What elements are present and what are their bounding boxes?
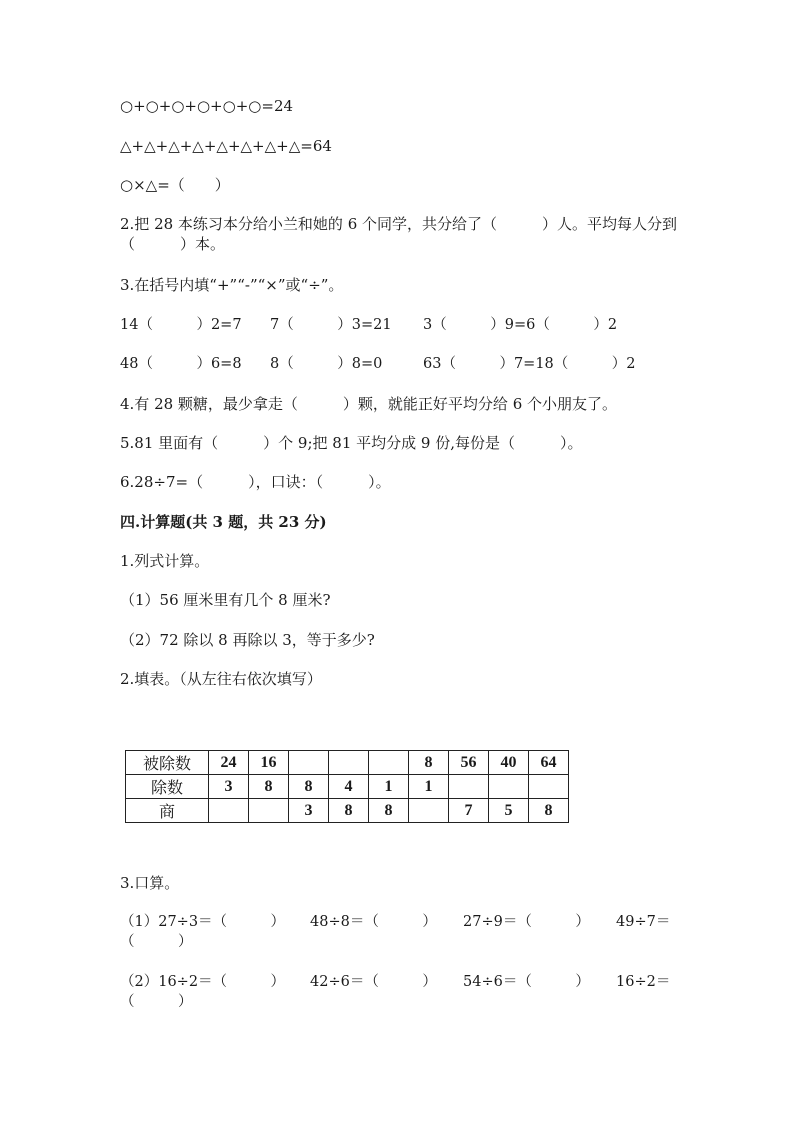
table-cell: 5 <box>489 799 529 823</box>
oral-item: 54÷6＝（ ） <box>463 974 590 990</box>
oral-item: 49÷7＝ <box>616 914 671 930</box>
table-cell <box>449 775 489 799</box>
table-cell <box>369 751 409 775</box>
question-6: 6.28÷7=（ ），口诀：（ ）。 <box>120 473 391 491</box>
calc-1-part-b: （2）72 除以 8 再除以 3，等于多少? <box>120 631 375 649</box>
calc-1-part-a: （1）56 厘米里有几个 8 厘米? <box>120 591 331 609</box>
oral-item: （2）16÷2＝（ ） <box>120 974 286 990</box>
table-cell: 24 <box>209 751 249 775</box>
oral-item: （ ） <box>120 934 193 950</box>
calc-1-title: 1.列式计算。 <box>120 552 210 570</box>
section-4-heading: 四.计算题(共 3 题，共 23 分) <box>120 513 327 531</box>
question-2: 2.把 28 本练习本分给小兰和她的 6 个同学，共分给了（ ）人。平均每人分到（ ）本。 <box>120 215 678 253</box>
question-3-title: 3.在括号内填“+”“-”“×”或“÷”。 <box>120 276 344 294</box>
table-cell: 40 <box>489 751 529 775</box>
table-row <box>126 775 569 799</box>
row-header: 被除数 <box>126 751 209 775</box>
table-row <box>126 751 569 775</box>
table-cell: 7 <box>449 799 489 823</box>
question-5: 5.81 里面有（ ）个 9;把 81 平均分成 9 份,每份是（ ）。 <box>120 434 583 452</box>
table-cell: 3 <box>289 799 329 823</box>
calc-3-title: 3.口算。 <box>120 874 180 892</box>
table-cell <box>489 775 529 799</box>
table-cell <box>329 751 369 775</box>
q3-row1-item: 7（ ）3=21 <box>270 317 392 333</box>
row-header: 商 <box>126 799 209 823</box>
table-cell <box>209 799 249 823</box>
table-cell <box>409 799 449 823</box>
oral-item: （1）27÷3＝（ ） <box>120 914 286 930</box>
division-table <box>125 750 569 823</box>
q3-row1-item: 14（ ）2=7 <box>120 317 242 333</box>
oral-item: 27÷9＝（ ） <box>463 914 590 930</box>
q3-row1-item: 3（ ）9=6（ ）2 <box>423 317 618 333</box>
oral-item: 42÷6＝（ ） <box>310 974 437 990</box>
table-cell: 8 <box>529 799 569 823</box>
row-header: 除数 <box>126 775 209 799</box>
oral-item: 48÷8＝（ ） <box>310 914 437 930</box>
q3-row2-item: 48（ ）6=8 <box>120 356 242 372</box>
table-cell <box>529 775 569 799</box>
table-cell: 56 <box>449 751 489 775</box>
table-cell: 3 <box>209 775 249 799</box>
q3-row2-item: 8（ ）8=0 <box>270 356 383 372</box>
table-cell: 64 <box>529 751 569 775</box>
table-cell: 8 <box>249 775 289 799</box>
calc-2-title: 2.填表。（从左往右依次填写） <box>120 670 322 688</box>
question-4: 4.有 28 颗糖，最少拿走（ ）颗，就能正好平均分给 6 个小朋友了。 <box>120 395 618 413</box>
table-cell: 8 <box>289 775 329 799</box>
table-cell: 1 <box>369 775 409 799</box>
oral-item: （ ） <box>120 994 193 1010</box>
table-cell: 16 <box>249 751 289 775</box>
table-row <box>126 799 569 823</box>
equation-circles: ○+○+○+○+○+○=24 <box>120 97 294 115</box>
equation-triangles: △+△+△+△+△+△+△+△=64 <box>120 137 332 155</box>
table-cell <box>249 799 289 823</box>
table-cell: 8 <box>409 751 449 775</box>
q3-row2-item: 63（ ）7=18（ ）2 <box>423 356 636 372</box>
table-cell: 1 <box>409 775 449 799</box>
table-cell: 8 <box>369 799 409 823</box>
table-cell: 8 <box>329 799 369 823</box>
table-cell <box>289 751 329 775</box>
table-cell: 4 <box>329 775 369 799</box>
equation-product: ○×△=（ ） <box>120 176 230 194</box>
oral-item: 16÷2＝ <box>616 974 671 990</box>
